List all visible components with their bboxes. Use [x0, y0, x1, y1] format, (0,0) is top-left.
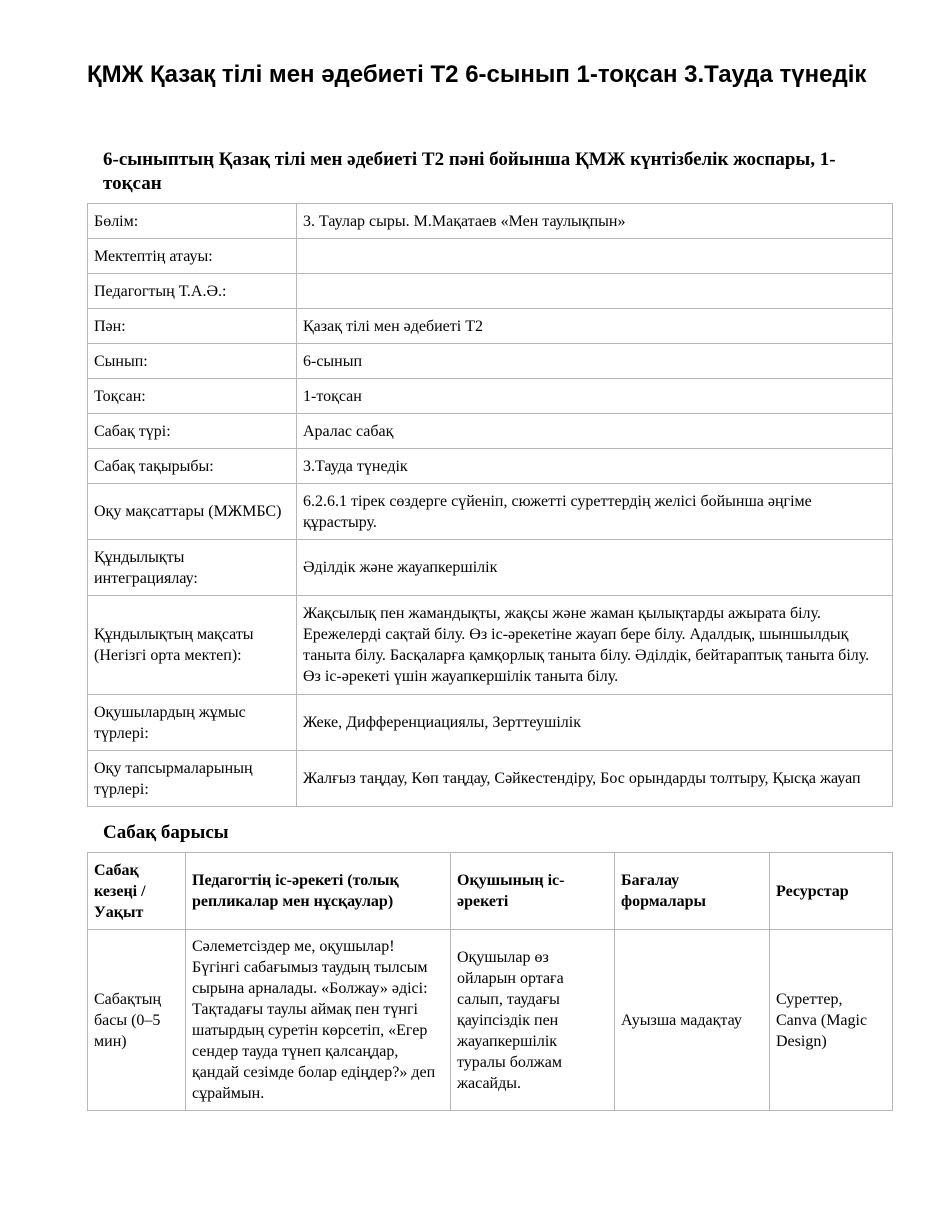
info-row [88, 695, 893, 751]
header-stage: Сабақ кезеңі / Уақыт [88, 853, 186, 930]
info-value: 6.2.6.1 тірек сөздерге сүйеніп, сюжетті суреттердің желісі бойынша әңгіме құрастыру. [297, 484, 893, 540]
info-row [88, 540, 893, 596]
info-key: Сабақ тақырыбы: [88, 449, 297, 484]
info-row [88, 414, 893, 449]
lesson-stage: Сабақтың басы (0–5 мин) [88, 930, 186, 1111]
header-resources: Ресурстар [770, 853, 893, 930]
info-row [88, 204, 893, 239]
info-row [88, 239, 893, 274]
info-key: Құндылықтың мақсаты (Негізгі орта мектеп): [88, 596, 297, 695]
info-key: Сабақ түрі: [88, 414, 297, 449]
teacher-activity: Сәлеметсіздер ме, оқушылар! Бүгінгі сабағымыз таудың тылсым сырына арналады. «Болжау» әдісі: Тақтадағы таулы аймақ пен түнгі шатырдың суретін көрсетіп, «Егер сендер тауда түнеп қалсаңдар, қандай сезімде болар едіңдер?» деп сұраймын. [186, 930, 451, 1111]
info-row [88, 484, 893, 540]
info-row [88, 449, 893, 484]
info-key: Тоқсан: [88, 379, 297, 414]
info-key: Оқу тапсырмаларының түрлері: [88, 751, 297, 807]
plan-subtitle: 6-сыныптың Қазақ тілі мен әдебиеті Т2 пәні бойынша ҚМЖ күнтізбелік жоспары, 1-тоқсан [103, 149, 836, 194]
info-row [88, 274, 893, 309]
header-assessment: Бағалау формалары [615, 853, 770, 930]
info-value: Аралас сабақ [297, 414, 893, 449]
info-row [88, 309, 893, 344]
lesson-row [88, 930, 893, 1111]
info-key: Мектептің атауы: [88, 239, 297, 274]
header-student-activity: Оқушының іс-әрекеті [451, 853, 615, 930]
info-key: Оқушылардың жұмыс түрлері: [88, 695, 297, 751]
info-key: Құндылықты интеграциялау: [88, 540, 297, 596]
info-value: 3. Таулар сыры. М.Мақатаев «Мен таулықпын» [297, 204, 893, 239]
info-value: Жақсылық пен жамандықты, жақсы және жаман қылықтарды ажырата білу. Ережелерді сақтай білу. Өз іс-әрекетіне жауап бере білу. Адалдық, шыншылдық таныта білу. Басқаларға қамқорлық таныта білу. Әділдік, бейтараптық таныта білу. Өз іс-әрекеті үшін жауапкершілік таныта білу. [297, 596, 893, 695]
info-key: Пән: [88, 309, 297, 344]
assessment-form: Ауызша мадақтау [615, 930, 770, 1111]
lesson-flow-table [87, 852, 893, 1111]
info-value: 6-сынып [297, 344, 893, 379]
info-value: Қазақ тілі мен әдебиеті Т2 [297, 309, 893, 344]
info-key: Бөлім: [88, 204, 297, 239]
lesson-info-table [87, 203, 893, 807]
info-value: 3.Тауда түнедік [297, 449, 893, 484]
info-row [88, 596, 893, 695]
info-value: 1-тоқсан [297, 379, 893, 414]
info-key: Педагогтың Т.А.Ә.: [88, 274, 297, 309]
info-value: Әділдік және жауапкершілік [297, 540, 893, 596]
info-value: Жеке, Дифференциациялы, Зерттеушілік [297, 695, 893, 751]
info-value: Жалғыз таңдау, Көп таңдау, Сәйкестендіру, Бос орындарды толтыру, Қысқа жауап [297, 751, 893, 807]
info-row [88, 344, 893, 379]
lesson-flow-heading: Сабақ барысы [103, 822, 229, 843]
info-value [297, 274, 893, 309]
info-row [88, 751, 893, 807]
resources: Суреттер, Canva (Magic Design) [770, 930, 893, 1111]
info-value [297, 239, 893, 274]
info-row [88, 379, 893, 414]
lesson-header-row [88, 853, 893, 930]
info-key: Сынып: [88, 344, 297, 379]
document-title: ҚМЖ Қазақ тілі мен әдебиеті Т2 6-сынып 1-тоқсан 3.Тауда түнедік [87, 61, 867, 88]
info-key: Оқу мақсаттары (МЖМБС) [88, 484, 297, 540]
header-teacher-activity: Педагогтің іс-әрекеті (толық репликалар мен нұсқаулар) [186, 853, 451, 930]
student-activity: Оқушылар өз ойларын ортаға салып, таудағы қауіпсіздік пен жауапкершілік туралы болжам жасайды. [451, 930, 615, 1111]
